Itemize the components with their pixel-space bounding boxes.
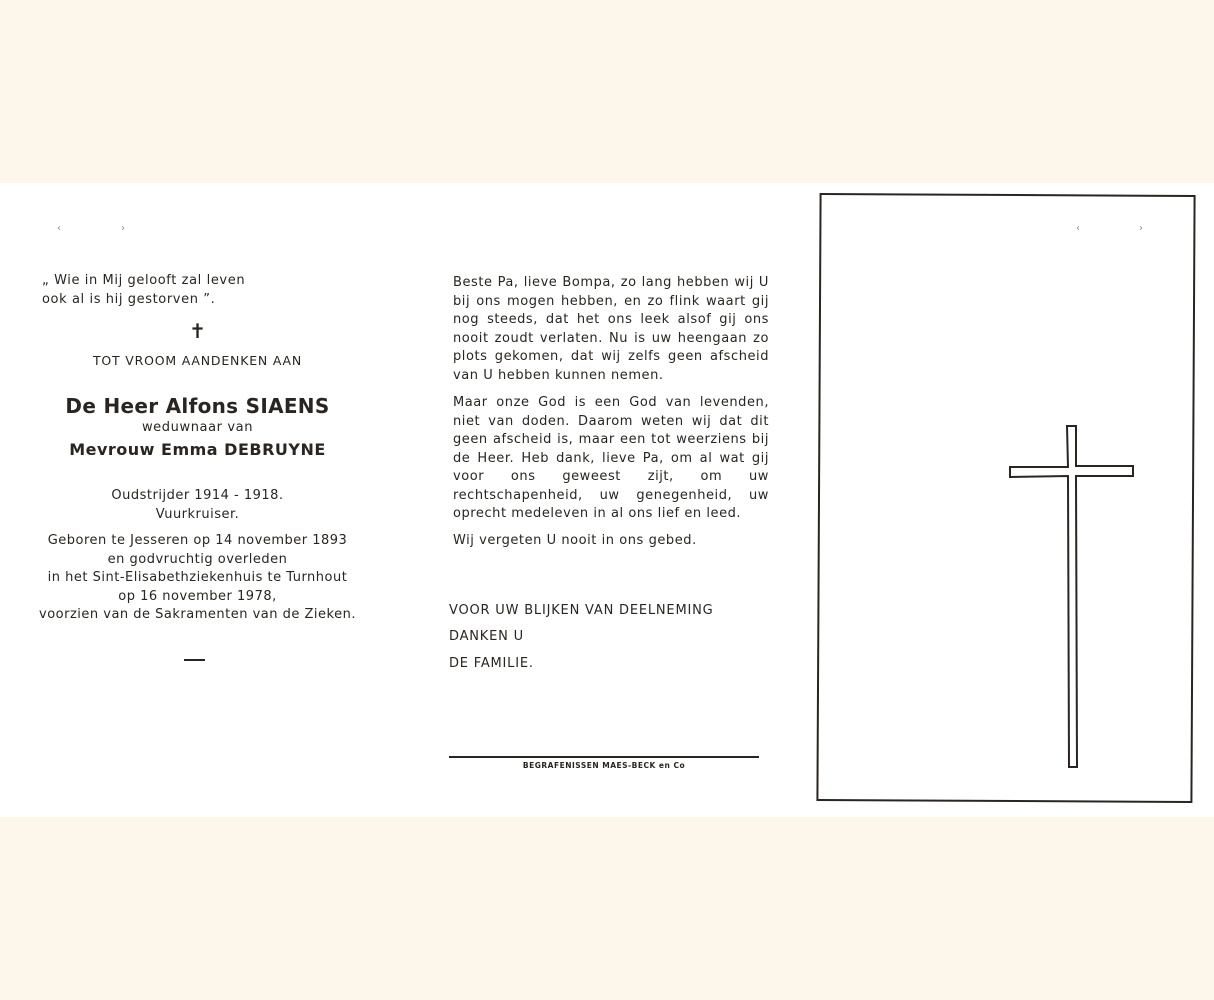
thanks-line: DANKEN U bbox=[449, 629, 524, 644]
punch-hole-mark: ‹ bbox=[1076, 223, 1080, 234]
veteran-line: Oudstrijder 1914 - 1918. bbox=[111, 488, 284, 503]
relation-line: weduwnaar van bbox=[141, 420, 254, 435]
veteran-info bbox=[0, 486, 395, 524]
closing-paragraph: Wij vergeten U nooit in ons gebed. bbox=[453, 533, 697, 548]
farewell-paragraph: Beste Pa, lieve Bompa, zo lang hebben wij U bij ons mogen hebben, en zo flink waart gij nog steeds, dat het ons leek alsof gij ons nooit zoudt verlaten. Nu is uw heengaan zo plots gekomen, dat wij zelfs geen afscheid van U hebben kunnen nemen. bbox=[453, 275, 769, 383]
funeral-home-imprint: BEGRAFENISSEN MAES-BECK en Co bbox=[522, 761, 686, 770]
quote-line: ook al is hij gestorven ”. bbox=[42, 292, 216, 307]
divider-dash bbox=[184, 659, 205, 661]
deceased-name: De Heer Alfons SIAENS bbox=[65, 394, 330, 418]
life-line: en godvruchtig overleden bbox=[107, 551, 288, 567]
right-panel bbox=[808, 183, 1214, 817]
faith-paragraph: Maar onze God is een God van levenden, niet van doden. Daarom weten wij dat dit geen afscheid is, maar een tot weerziens bij de Heer. Heb dank, lieve Pa, om al wat gij voor ons geweest zijt, om uw rechtschapenheid, uw genegenheid, uw oprecht medeleven in al ons lief en leed. bbox=[453, 395, 769, 521]
small-cross-icon: ✝ bbox=[189, 319, 206, 343]
memorial-card bbox=[0, 183, 1214, 817]
life-line: voorzien van de Sakramenten van de Zieken. bbox=[39, 607, 356, 622]
dedication-line: TOT VROOM AANDENKEN AAN bbox=[92, 353, 303, 368]
quote-line: „ Wie in Mij gelooft zal leven bbox=[42, 273, 246, 288]
spouse-name: Mevrouw Emma DEBRUYNE bbox=[69, 440, 326, 459]
left-panel bbox=[0, 183, 395, 817]
punch-hole-mark: ‹ bbox=[57, 223, 61, 234]
life-line: in het Sint-Elisabethziekenhuis te Turnhout bbox=[47, 570, 348, 585]
thanks-line: DE FAMILIE. bbox=[449, 656, 534, 671]
cross-icon bbox=[1003, 421, 1138, 773]
veteran-line: Vuurkruiser. bbox=[155, 507, 240, 522]
punch-hole-mark: › bbox=[1139, 223, 1143, 234]
life-line: Geboren te Jesseren op 14 november 1893 bbox=[47, 533, 348, 548]
imprint-rule bbox=[449, 756, 759, 758]
bible-quote bbox=[42, 271, 245, 309]
middle-panel bbox=[430, 183, 800, 817]
thanks-line: VOOR UW BLIJKEN VAN DEELNEMING bbox=[449, 603, 714, 618]
life-line: op 16 november 1978, bbox=[118, 588, 277, 604]
life-details bbox=[0, 532, 395, 625]
punch-hole-mark: › bbox=[121, 223, 125, 234]
